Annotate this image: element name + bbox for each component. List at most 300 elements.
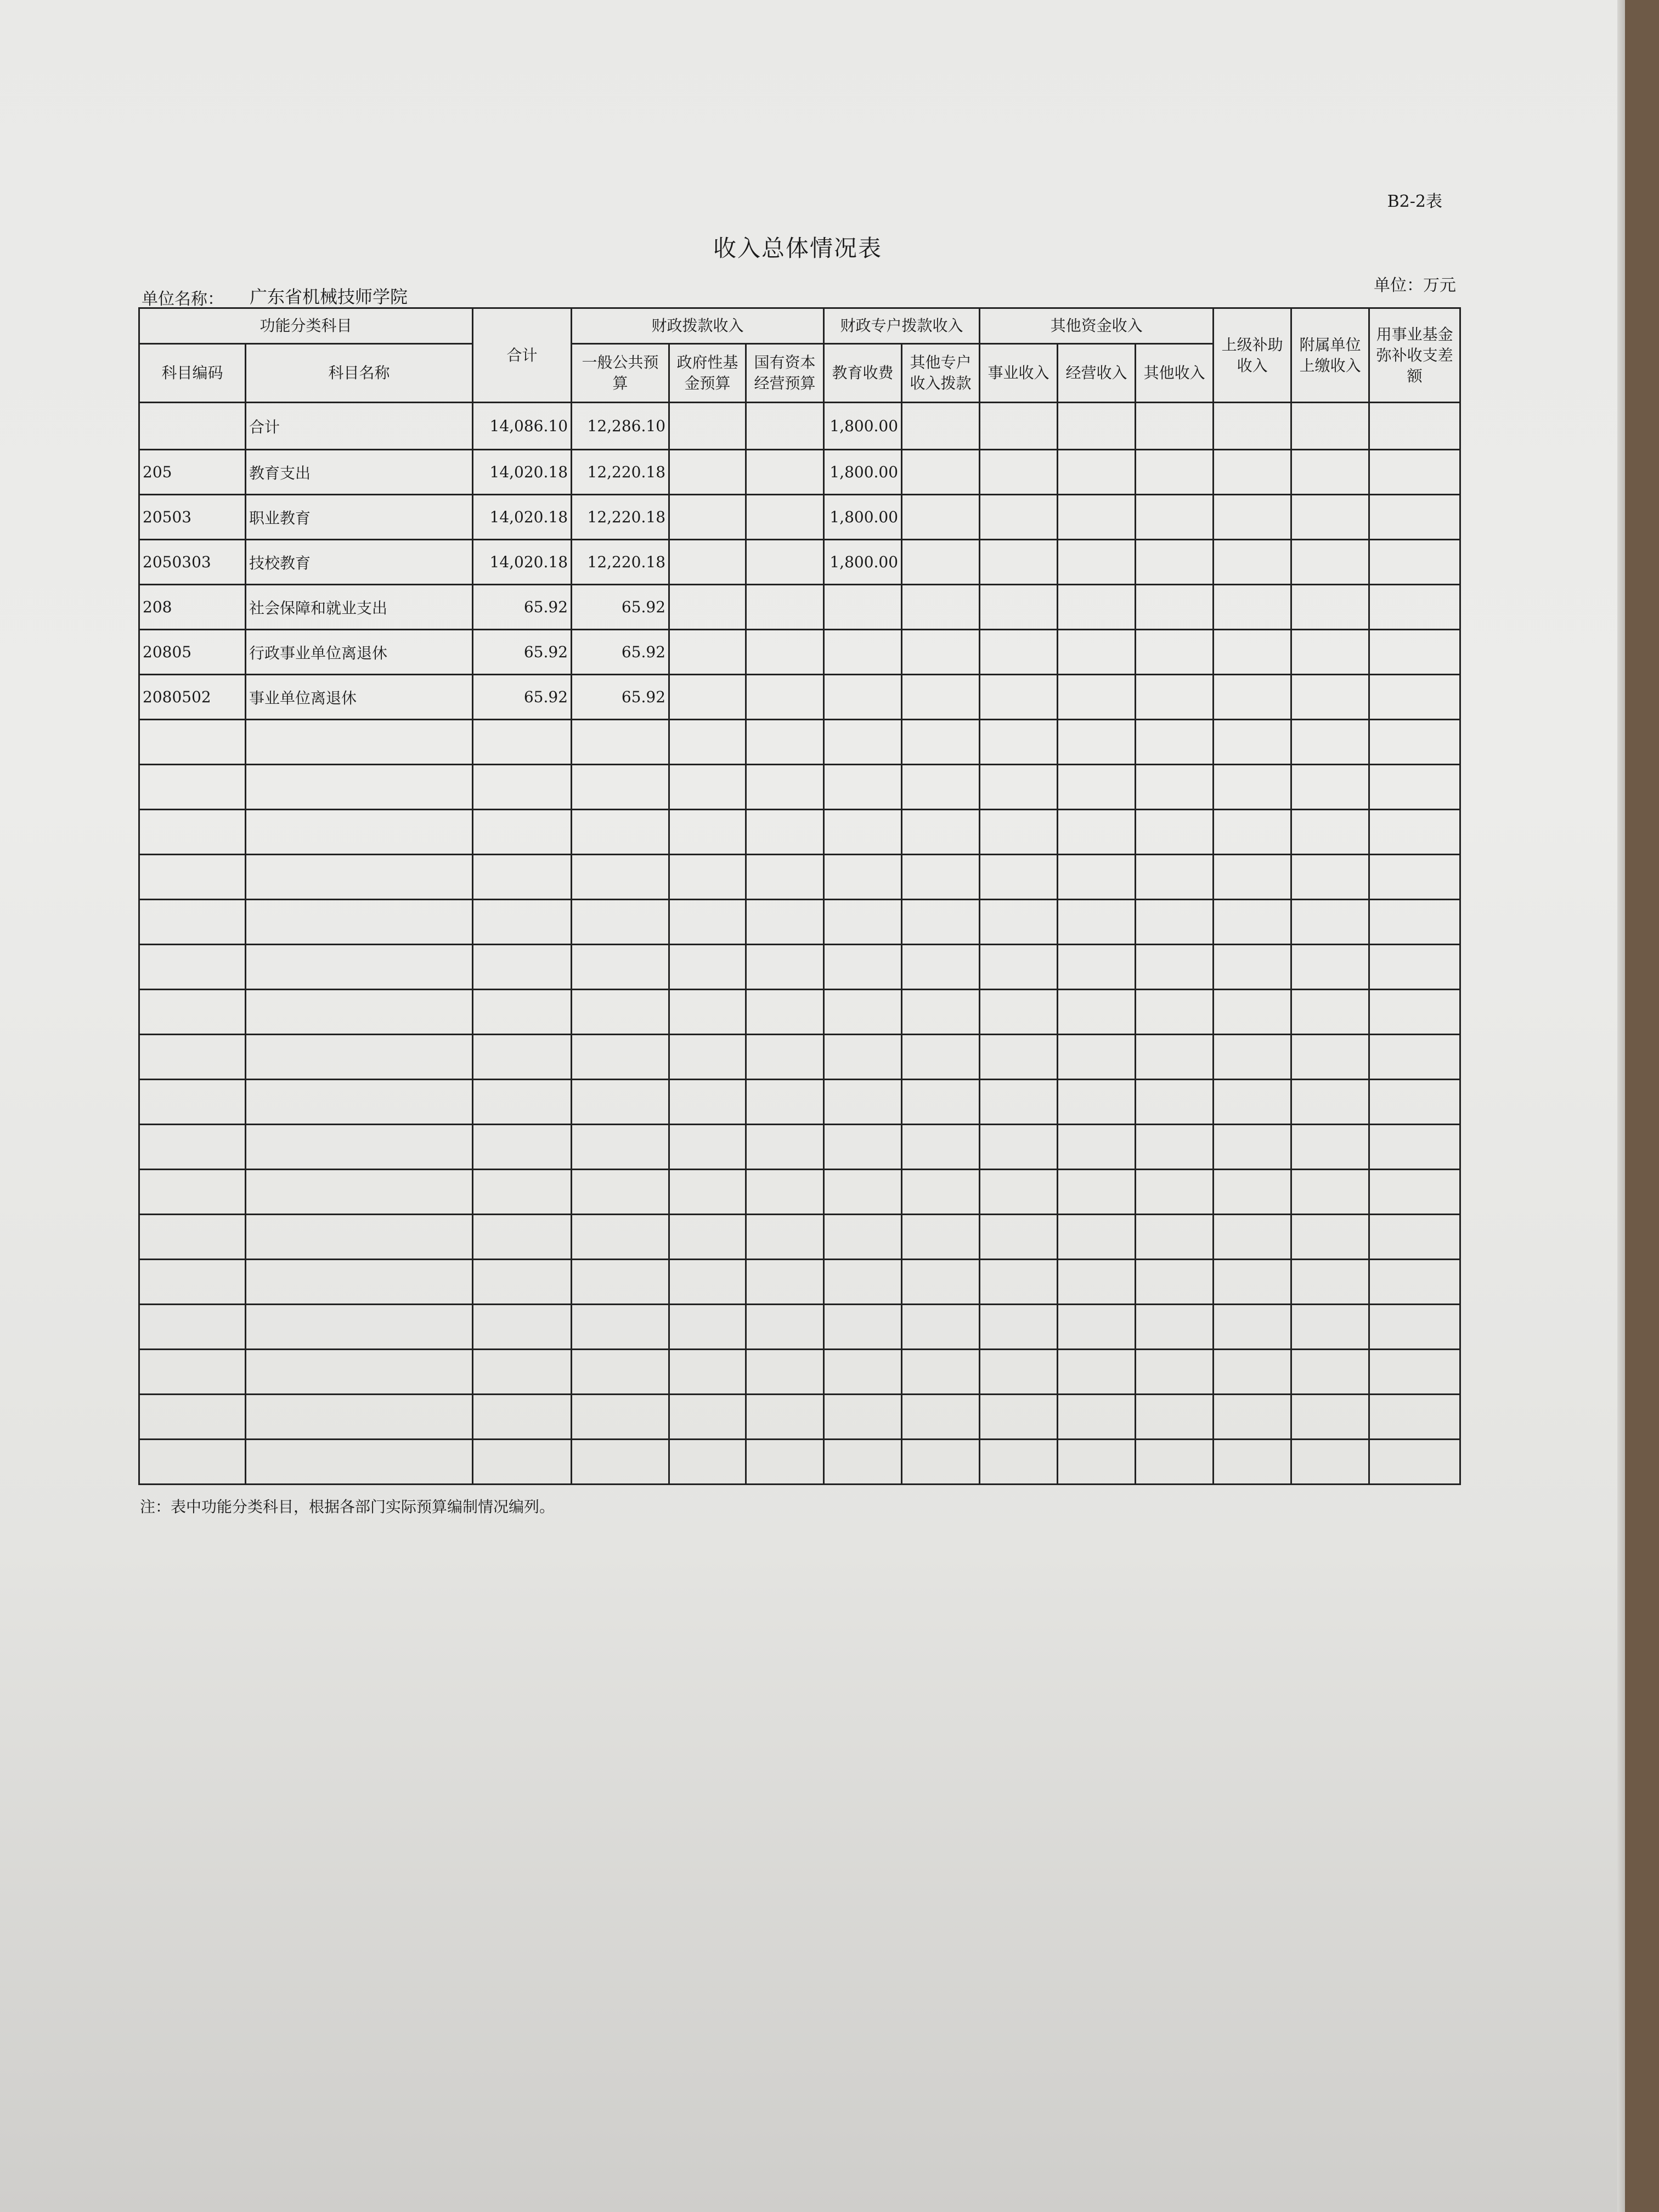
cell-total: 14,086.10 <box>473 403 572 450</box>
cell-general <box>572 1350 669 1395</box>
cell-operating <box>1058 810 1136 855</box>
cell-reserve <box>1369 1080 1460 1125</box>
header-func-group: 功能分类科目 <box>139 308 473 344</box>
cell-name <box>246 1035 473 1080</box>
cell-other-special <box>902 900 980 945</box>
table-row <box>139 1035 1460 1080</box>
cell-gov-fund <box>669 450 746 495</box>
cell-name <box>246 720 473 765</box>
cell-state-capital <box>746 810 824 855</box>
cell-business <box>980 1080 1058 1125</box>
cell-higher <box>1214 1350 1291 1395</box>
cell-reserve <box>1369 1440 1460 1485</box>
cell-other-special <box>902 1035 980 1080</box>
cell-gov-fund <box>669 675 746 720</box>
table-row <box>139 945 1460 990</box>
cell-business <box>980 495 1058 540</box>
cell-name: 合计 <box>246 403 473 450</box>
table-row <box>139 675 1460 720</box>
cell-operating <box>1058 450 1136 495</box>
cell-gov-fund <box>669 945 746 990</box>
cell-edu-fee <box>824 1170 902 1215</box>
cell-name: 社会保障和就业支出 <box>246 585 473 630</box>
cell-other-special <box>902 1440 980 1485</box>
cell-higher <box>1214 1440 1291 1485</box>
cell-code <box>139 765 246 810</box>
cell-business <box>980 720 1058 765</box>
cell-operating <box>1058 1260 1136 1305</box>
header-higher-subsidy: 上级补助收入 <box>1214 308 1291 403</box>
cell-other <box>1136 1125 1214 1170</box>
cell-general <box>572 720 669 765</box>
cell-code <box>139 1395 246 1440</box>
cell-higher <box>1214 1260 1291 1305</box>
cell-edu-fee <box>824 1035 902 1080</box>
header-state-capital: 国有资本经营预算 <box>746 344 824 403</box>
header-affiliate-payment: 附属单位上缴收入 <box>1291 308 1369 403</box>
cell-higher <box>1214 945 1291 990</box>
cell-business <box>980 990 1058 1035</box>
cell-name <box>246 1395 473 1440</box>
table-row <box>139 1350 1460 1395</box>
cell-name <box>246 1440 473 1485</box>
cell-edu-fee <box>824 945 902 990</box>
cell-reserve <box>1369 855 1460 900</box>
cell-business <box>980 900 1058 945</box>
cell-state-capital <box>746 403 824 450</box>
cell-code <box>139 900 246 945</box>
cell-affiliate <box>1291 1260 1369 1305</box>
cell-general <box>572 1035 669 1080</box>
cell-affiliate <box>1291 1350 1369 1395</box>
cell-reserve <box>1369 675 1460 720</box>
cell-higher <box>1214 855 1291 900</box>
cell-business <box>980 540 1058 585</box>
cell-name <box>246 1080 473 1125</box>
cell-code <box>139 810 246 855</box>
cell-other <box>1136 765 1214 810</box>
cell-business <box>980 945 1058 990</box>
cell-general <box>572 945 669 990</box>
cell-state-capital <box>746 585 824 630</box>
cell-business <box>980 1125 1058 1170</box>
cell-business <box>980 585 1058 630</box>
cell-edu-fee: 1,800.00 <box>824 495 902 540</box>
cell-general <box>572 1260 669 1305</box>
header-business-income: 事业收入 <box>980 344 1058 403</box>
cell-gov-fund <box>669 1440 746 1485</box>
cell-operating <box>1058 1350 1136 1395</box>
cell-higher <box>1214 540 1291 585</box>
cell-other <box>1136 720 1214 765</box>
cell-state-capital <box>746 1080 824 1125</box>
cell-edu-fee <box>824 855 902 900</box>
cell-code: 20503 <box>139 495 246 540</box>
cell-name: 教育支出 <box>246 450 473 495</box>
cell-reserve <box>1369 1170 1460 1215</box>
cell-affiliate <box>1291 1215 1369 1260</box>
cell-other <box>1136 495 1214 540</box>
table-row <box>139 1440 1460 1485</box>
cell-name <box>246 1260 473 1305</box>
paper-edge <box>1617 0 1625 2212</box>
cell-edu-fee <box>824 720 902 765</box>
cell-state-capital <box>746 675 824 720</box>
cell-name <box>246 765 473 810</box>
table-row <box>139 765 1460 810</box>
table-row <box>139 1260 1460 1305</box>
cell-gov-fund <box>669 765 746 810</box>
cell-business <box>980 630 1058 675</box>
header-fiscal-group: 财政拨款收入 <box>572 308 824 344</box>
table-row <box>139 1395 1460 1440</box>
cell-business <box>980 1170 1058 1215</box>
cell-gov-fund <box>669 720 746 765</box>
cell-higher <box>1214 450 1291 495</box>
cell-other-special <box>902 403 980 450</box>
cell-name <box>246 1170 473 1215</box>
cell-operating <box>1058 1440 1136 1485</box>
cell-edu-fee <box>824 900 902 945</box>
cell-general <box>572 765 669 810</box>
cell-total: 65.92 <box>473 630 572 675</box>
form-code: B2-2表 <box>1387 192 1442 211</box>
cell-other-special <box>902 495 980 540</box>
cell-other-special <box>902 765 980 810</box>
cell-total <box>473 1170 572 1215</box>
cell-state-capital <box>746 1305 824 1350</box>
cell-other-special <box>902 1170 980 1215</box>
cell-other-special <box>902 1080 980 1125</box>
cell-edu-fee <box>824 765 902 810</box>
cell-edu-fee: 1,800.00 <box>824 450 902 495</box>
cell-reserve <box>1369 1395 1460 1440</box>
cell-reserve <box>1369 1035 1460 1080</box>
cell-higher <box>1214 1395 1291 1440</box>
cell-general: 12,220.18 <box>572 450 669 495</box>
cell-other-special <box>902 1215 980 1260</box>
cell-business <box>980 403 1058 450</box>
cell-operating <box>1058 900 1136 945</box>
cell-reserve <box>1369 810 1460 855</box>
cell-general <box>572 1125 669 1170</box>
footnote: 注：表中功能分类科目，根据各部门实际预算编制情况编列。 <box>140 1498 555 1516</box>
cell-reserve <box>1369 1260 1460 1305</box>
cell-other-special <box>902 855 980 900</box>
cell-affiliate <box>1291 450 1369 495</box>
table-row <box>139 1080 1460 1125</box>
cell-higher <box>1214 1305 1291 1350</box>
cell-reserve <box>1369 403 1460 450</box>
table-row <box>139 900 1460 945</box>
cell-general <box>572 1080 669 1125</box>
cell-affiliate <box>1291 720 1369 765</box>
cell-higher <box>1214 1215 1291 1260</box>
table-row <box>139 1125 1460 1170</box>
cell-edu-fee <box>824 1215 902 1260</box>
cell-other <box>1136 1260 1214 1305</box>
cell-total <box>473 1395 572 1440</box>
header-code: 科目编码 <box>139 344 246 403</box>
cell-other <box>1136 990 1214 1035</box>
cell-higher <box>1214 495 1291 540</box>
cell-reserve <box>1369 540 1460 585</box>
table-row <box>139 1170 1460 1215</box>
cell-state-capital <box>746 720 824 765</box>
cell-business <box>980 1035 1058 1080</box>
cell-edu-fee <box>824 1350 902 1395</box>
cell-state-capital <box>746 495 824 540</box>
cell-business <box>980 1305 1058 1350</box>
cell-code <box>139 1440 246 1485</box>
cell-affiliate <box>1291 1080 1369 1125</box>
cell-affiliate <box>1291 1035 1369 1080</box>
table-row <box>139 540 1460 585</box>
table-row <box>139 720 1460 765</box>
cell-operating <box>1058 1305 1136 1350</box>
cell-gov-fund <box>669 1305 746 1350</box>
unit-name: 广东省机械技师学院 <box>250 286 408 307</box>
cell-affiliate <box>1291 900 1369 945</box>
cell-code: 208 <box>139 585 246 630</box>
cell-general: 12,286.10 <box>572 403 669 450</box>
cell-other <box>1136 1395 1214 1440</box>
cell-higher <box>1214 900 1291 945</box>
cell-affiliate <box>1291 810 1369 855</box>
cell-total <box>473 1305 572 1350</box>
cell-operating <box>1058 403 1136 450</box>
cell-general: 12,220.18 <box>572 540 669 585</box>
cell-edu-fee <box>824 810 902 855</box>
cell-gov-fund <box>669 1260 746 1305</box>
cell-state-capital <box>746 765 824 810</box>
table-row <box>139 630 1460 675</box>
cell-total <box>473 1080 572 1125</box>
cell-operating <box>1058 1395 1136 1440</box>
cell-edu-fee <box>824 1395 902 1440</box>
cell-state-capital <box>746 855 824 900</box>
cell-total: 14,020.18 <box>473 540 572 585</box>
cell-gov-fund <box>669 540 746 585</box>
cell-affiliate <box>1291 540 1369 585</box>
cell-higher <box>1214 585 1291 630</box>
table-row <box>139 810 1460 855</box>
cell-gov-fund <box>669 1215 746 1260</box>
cell-affiliate <box>1291 1440 1369 1485</box>
cell-higher <box>1214 630 1291 675</box>
cell-general <box>572 1440 669 1485</box>
header-special-group: 财政专户拨款收入 <box>824 308 980 344</box>
cell-edu-fee <box>824 1080 902 1125</box>
cell-other <box>1136 1305 1214 1350</box>
cell-total: 14,020.18 <box>473 495 572 540</box>
cell-general: 65.92 <box>572 675 669 720</box>
cell-name <box>246 1350 473 1395</box>
cell-state-capital <box>746 540 824 585</box>
cell-gov-fund <box>669 1080 746 1125</box>
cell-name <box>246 900 473 945</box>
cell-operating <box>1058 855 1136 900</box>
cell-gov-fund <box>669 900 746 945</box>
cell-edu-fee <box>824 1125 902 1170</box>
cell-general: 12,220.18 <box>572 495 669 540</box>
header-other-income: 其他收入 <box>1136 344 1214 403</box>
cell-reserve <box>1369 1350 1460 1395</box>
cell-edu-fee <box>824 585 902 630</box>
cell-reserve <box>1369 720 1460 765</box>
cell-other-special <box>902 675 980 720</box>
cell-state-capital <box>746 990 824 1035</box>
cell-other-special <box>902 1260 980 1305</box>
cell-higher <box>1214 403 1291 450</box>
cell-code: 2080502 <box>139 675 246 720</box>
cell-code <box>139 403 246 450</box>
page-title: 收入总体情况表 <box>713 235 883 262</box>
cell-business <box>980 1350 1058 1395</box>
cell-general <box>572 1170 669 1215</box>
cell-state-capital <box>746 630 824 675</box>
cell-state-capital <box>746 900 824 945</box>
cell-edu-fee <box>824 1260 902 1305</box>
cell-other <box>1136 630 1214 675</box>
table-row <box>139 1215 1460 1260</box>
cell-other-special <box>902 1125 980 1170</box>
cell-name: 技校教育 <box>246 540 473 585</box>
cell-other-special <box>902 1305 980 1350</box>
cell-business <box>980 1440 1058 1485</box>
cell-higher <box>1214 990 1291 1035</box>
header-general-budget: 一般公共预算 <box>572 344 669 403</box>
cell-code: 20805 <box>139 630 246 675</box>
cell-code <box>139 855 246 900</box>
cell-gov-fund <box>669 630 746 675</box>
cell-other-special <box>902 540 980 585</box>
cell-operating <box>1058 675 1136 720</box>
header-operating-income: 经营收入 <box>1058 344 1136 403</box>
cell-code <box>139 1170 246 1215</box>
header-name: 科目名称 <box>246 344 473 403</box>
cell-affiliate <box>1291 765 1369 810</box>
table-row <box>139 450 1460 495</box>
cell-state-capital <box>746 1125 824 1170</box>
cell-operating <box>1058 765 1136 810</box>
cell-code <box>139 990 246 1035</box>
cell-total: 65.92 <box>473 675 572 720</box>
cell-other <box>1136 1350 1214 1395</box>
cell-general: 65.92 <box>572 585 669 630</box>
cell-code <box>139 1305 246 1350</box>
cell-other-special <box>902 1350 980 1395</box>
cell-general <box>572 1215 669 1260</box>
cell-gov-fund <box>669 1395 746 1440</box>
cell-edu-fee <box>824 990 902 1035</box>
cell-other <box>1136 1080 1214 1125</box>
cell-edu-fee <box>824 1440 902 1485</box>
cell-code <box>139 1350 246 1395</box>
cell-total <box>473 810 572 855</box>
cell-operating <box>1058 1080 1136 1125</box>
cell-affiliate <box>1291 1170 1369 1215</box>
cell-name: 行政事业单位离退休 <box>246 630 473 675</box>
table-row <box>139 855 1460 900</box>
cell-other <box>1136 585 1214 630</box>
cell-name: 职业教育 <box>246 495 473 540</box>
cell-code <box>139 1125 246 1170</box>
cell-operating <box>1058 720 1136 765</box>
cell-gov-fund <box>669 810 746 855</box>
cell-higher <box>1214 1125 1291 1170</box>
cell-reserve <box>1369 765 1460 810</box>
cell-operating <box>1058 1035 1136 1080</box>
cell-operating <box>1058 1170 1136 1215</box>
cell-other <box>1136 450 1214 495</box>
cell-gov-fund <box>669 1350 746 1395</box>
cell-edu-fee <box>824 675 902 720</box>
cell-general <box>572 855 669 900</box>
cell-other <box>1136 945 1214 990</box>
cell-state-capital <box>746 1350 824 1395</box>
cell-gov-fund <box>669 495 746 540</box>
cell-name <box>246 1125 473 1170</box>
table-row <box>139 585 1460 630</box>
cell-other <box>1136 1035 1214 1080</box>
cell-business <box>980 1215 1058 1260</box>
cell-operating <box>1058 1125 1136 1170</box>
cell-gov-fund <box>669 990 746 1035</box>
cell-reserve <box>1369 945 1460 990</box>
cell-gov-fund <box>669 1170 746 1215</box>
cell-operating <box>1058 1215 1136 1260</box>
cell-gov-fund <box>669 585 746 630</box>
cell-other <box>1136 1215 1214 1260</box>
cell-reserve <box>1369 1305 1460 1350</box>
cell-other-special <box>902 585 980 630</box>
cell-other-special <box>902 990 980 1035</box>
cell-other-special <box>902 1395 980 1440</box>
cell-higher <box>1214 1080 1291 1125</box>
cell-code: 2050303 <box>139 540 246 585</box>
cell-total <box>473 720 572 765</box>
cell-state-capital <box>746 1170 824 1215</box>
cell-state-capital <box>746 945 824 990</box>
cell-operating <box>1058 540 1136 585</box>
cell-business <box>980 810 1058 855</box>
cell-business <box>980 1260 1058 1305</box>
cell-other-special <box>902 810 980 855</box>
cell-operating <box>1058 990 1136 1035</box>
cell-higher <box>1214 810 1291 855</box>
cell-other <box>1136 1170 1214 1215</box>
cell-higher <box>1214 675 1291 720</box>
cell-reserve <box>1369 495 1460 540</box>
cell-affiliate <box>1291 675 1369 720</box>
cell-other <box>1136 675 1214 720</box>
cell-edu-fee <box>824 630 902 675</box>
cell-total <box>473 765 572 810</box>
cell-code <box>139 1260 246 1305</box>
cell-other-special <box>902 630 980 675</box>
cell-reserve <box>1369 1125 1460 1170</box>
cell-gov-fund <box>669 403 746 450</box>
cell-edu-fee: 1,800.00 <box>824 403 902 450</box>
cell-general <box>572 1395 669 1440</box>
cell-total <box>473 855 572 900</box>
cell-code <box>139 1035 246 1080</box>
unit-name-label: 单位名称： <box>142 290 224 309</box>
cell-affiliate <box>1291 855 1369 900</box>
cell-reserve <box>1369 450 1460 495</box>
header-total: 合计 <box>473 308 572 403</box>
